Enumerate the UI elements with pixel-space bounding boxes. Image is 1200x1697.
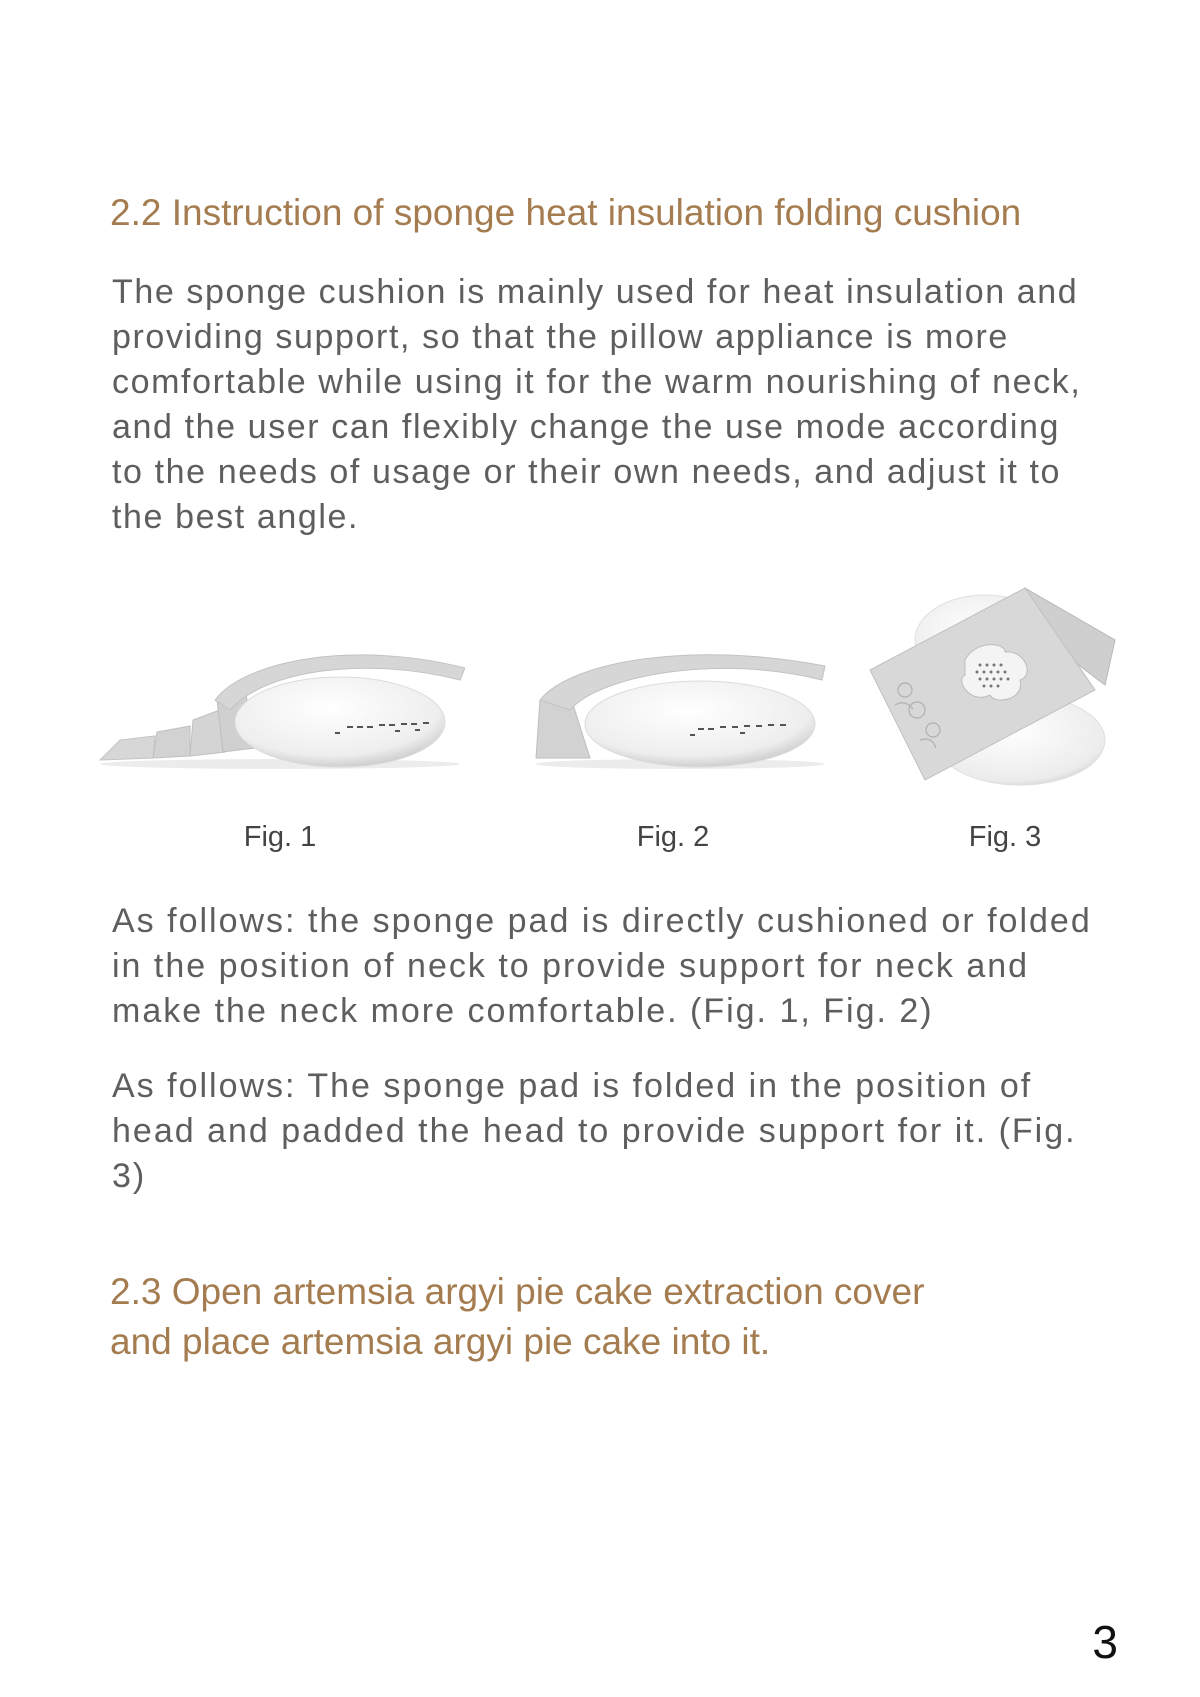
- usage-paragraph-neck: As follows: the sponge pad is directly cushioned or folded in the position of neck to provide support for neck and make the neck more comfortable. (Fig. 1, Fig. 2): [112, 902, 1092, 1030]
- figure-3-image: [865, 580, 1125, 790]
- figure-1-image: [95, 640, 465, 770]
- figure-1-caption: Fig. 1: [243, 821, 317, 853]
- section-heading-2-3: 2.3 Open artemsia argyi pie cake extraction cover and place artemsia argyi pie cake into it.: [110, 1271, 925, 1362]
- intro-paragraph: The sponge cushion is mainly used for heat insulation and providing support, so that the pillow appliance is more comfortable while using it for the warm nourishing of neck, and the user can flexibly change the use mode according to the needs of usage or their own needs, and adjust it to the best angle.: [112, 273, 1082, 536]
- section-heading-2-2: 2.2 Instruction of sponge heat insulation folding cushion: [110, 192, 1022, 233]
- usage-paragraph-head: As follows: The sponge pad is folded in the position of head and padded the head to provide support for it. (Fig. 3): [112, 1067, 1077, 1195]
- figure-3-caption: Fig. 3: [968, 821, 1042, 853]
- figure-2-caption: Fig. 2: [636, 821, 710, 853]
- figure-2-image: [530, 640, 830, 770]
- page-number: 3: [1092, 1616, 1118, 1668]
